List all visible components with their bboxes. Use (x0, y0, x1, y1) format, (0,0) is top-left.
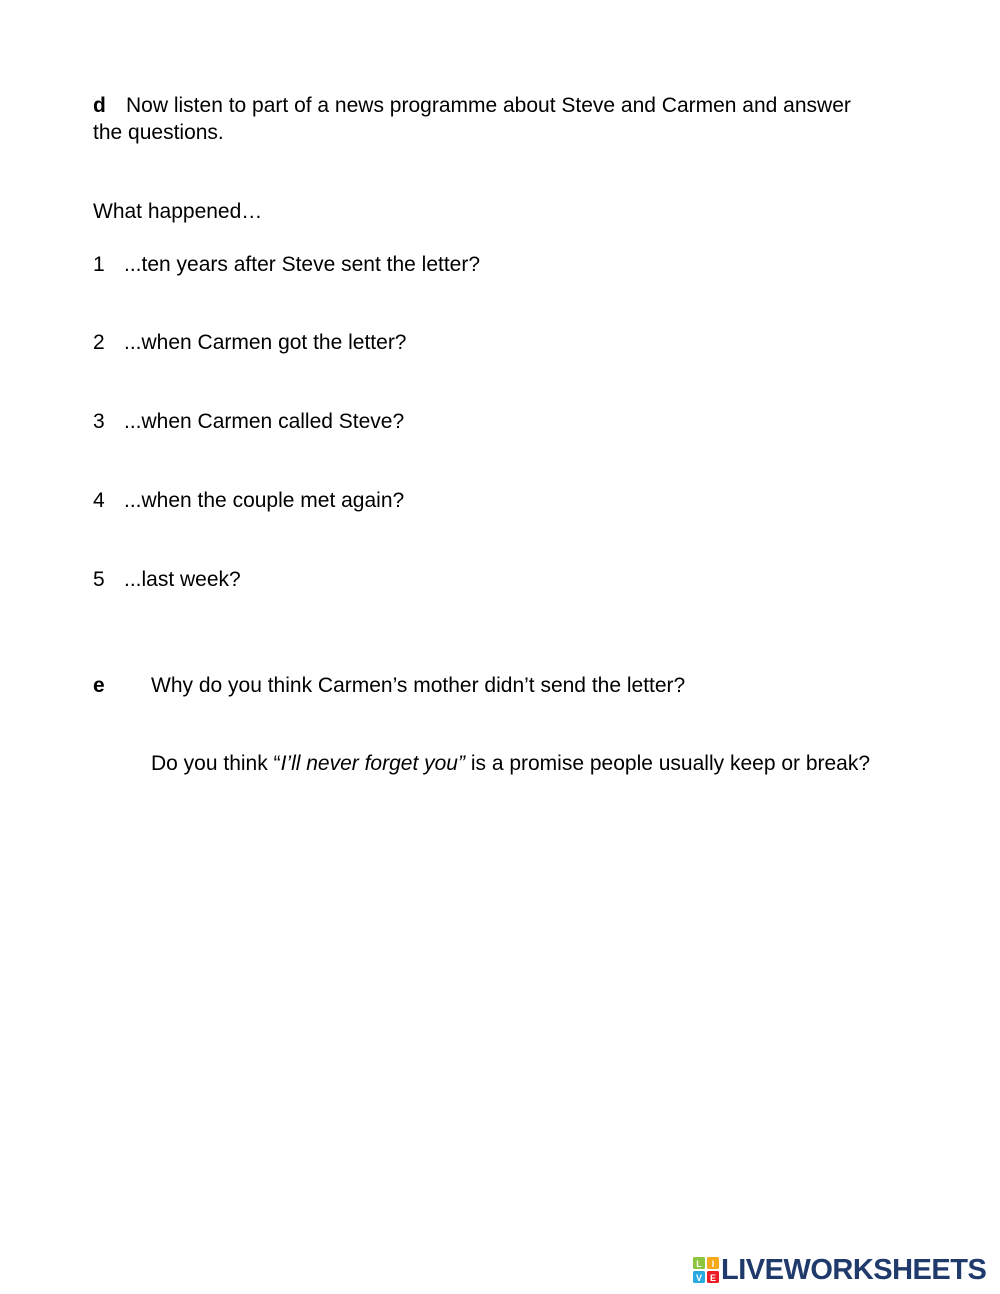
question-text: ...ten years after Steve sent the letter? (124, 253, 481, 276)
question-number: 2 (93, 331, 105, 354)
question-number: 5 (93, 568, 105, 591)
question-item (93, 566, 241, 593)
question-2-before: Do you think “ (151, 752, 281, 775)
section-d-instruction (93, 92, 883, 146)
question-text: ...when Carmen called Steve? (124, 410, 405, 433)
section-d-letter: d (93, 94, 106, 117)
question-item (93, 329, 407, 356)
question-item (93, 408, 404, 435)
lead-in-text: What happened… (93, 200, 263, 223)
section-e-question-2 (93, 750, 893, 777)
liveworksheets-logo-text: LIVEWORKSHEETS (721, 1254, 987, 1286)
question-item (93, 487, 404, 514)
svg-text:V: V (695, 1273, 703, 1283)
question-item (93, 251, 480, 278)
question-text: ...when the couple met again? (124, 489, 405, 512)
svg-text:L: L (696, 1259, 702, 1269)
question-text: ...last week? (124, 568, 241, 591)
section-e-letter: e (93, 674, 105, 697)
question-2-quote: I’ll never forget you” (280, 752, 465, 775)
section-e-question-1-text: Why do you think Carmen’s mother didn’t send the letter? (151, 674, 686, 697)
section-e-question-1 (93, 672, 685, 699)
question-number: 4 (93, 489, 105, 512)
liveworksheets-logo (693, 1253, 986, 1287)
question-number: 3 (93, 410, 105, 433)
question-text: ...when Carmen got the letter? (124, 331, 407, 354)
svg-text:I: I (711, 1259, 715, 1269)
section-d-text: Now listen to part of a news programme about Steve and Carmen and answer the questions. (93, 94, 851, 144)
liveworksheets-blocks-icon (693, 1257, 719, 1283)
svg-text:E: E (709, 1273, 717, 1283)
question-number: 1 (93, 253, 105, 276)
question-2-after: is a promise people usually keep or break? (464, 752, 871, 775)
